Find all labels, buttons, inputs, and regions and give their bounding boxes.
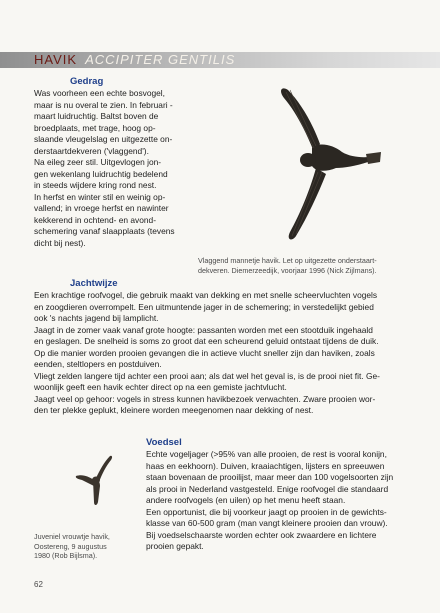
heading-voedsel: Voedsel bbox=[146, 437, 182, 448]
text-line: eenden, steltlopers en postduiven. bbox=[34, 359, 162, 369]
text-line: vallend; in vroege herfst en nawinter bbox=[34, 203, 169, 213]
species-name: HAVIK bbox=[34, 52, 78, 67]
text-line: staan bovenaan de prooilijst, maar meer dan 100 vogelsoorten zijn bbox=[146, 472, 394, 482]
jachtwijze-text bbox=[34, 290, 380, 417]
text-line: Na eileg zeer stil. Uitgevlogen jon- bbox=[34, 157, 162, 167]
heading-gedrag: Gedrag bbox=[70, 76, 104, 87]
text-line: Vliegt zelden langere tijd achter een prooi aan; als dat wel het geval is, is de prooi niet fit. Ge- bbox=[34, 370, 380, 381]
caption-photo-1 bbox=[198, 256, 377, 275]
text-line: Was voorheen een echte bosvogel, bbox=[34, 88, 165, 98]
caption-line: 1980 (Rob Bijlsma). bbox=[34, 551, 98, 560]
text-line: Echte vogeljager (>95% van alle prooien, de rest is vooral konijn, bbox=[146, 449, 387, 459]
text-line: dicht bij nest). bbox=[34, 237, 86, 248]
text-line: en zoogdieren overrompelt. Een uitmuntende jager in de schemering; in verstedelijkt gebied bbox=[34, 301, 374, 312]
text-line: en geslagen. De snelheid is soms zo groot dat een scheurend geluid ontstaat tijdens de duik. bbox=[34, 336, 379, 346]
text-line: Bij voedselschaarste worden echter ook zwaardere en lichtere bbox=[146, 529, 377, 540]
page-title bbox=[34, 52, 235, 68]
text-line: Jaagt veel op gehoor: vogels in stress kunnen havikbezoek verwachten. Zware prooien wor- bbox=[34, 393, 376, 404]
page-number: 62 bbox=[34, 580, 43, 589]
photo-flying-goshawk bbox=[256, 72, 386, 250]
text-line: woonlijk geeft een havik echter direct op na een gemiste jachtvlucht. bbox=[34, 382, 287, 392]
caption-line: dekveren. Diemerzeedijk, voorjaar 1996 (Nick Zijlmans). bbox=[198, 265, 377, 275]
caption-line: Vlaggend mannetje havik. Let op uitgezette onderstaart- bbox=[198, 256, 377, 265]
caption-photo-2 bbox=[34, 532, 110, 561]
text-line: Een opportunist, die bij voorkeur jaagt op prooien in de gewichts- bbox=[146, 506, 387, 517]
text-line: In herfst en winter stil en weinig op- bbox=[34, 191, 166, 202]
text-line: prooien gepakt. bbox=[146, 541, 204, 551]
text-line: Een krachtige roofvogel, die gebruik maakt van dekking en met snelle scheervluchten vogels bbox=[34, 290, 378, 300]
text-line: maart luidruchtig. Baltst boven de bbox=[34, 111, 159, 121]
text-line: maar is nu overal te zien. In februari - bbox=[34, 99, 173, 110]
text-line: slaande vleugelslag en uitgezette on- bbox=[34, 134, 173, 144]
text-line: gen wekenlang luidruchtig bedelend bbox=[34, 168, 168, 179]
text-line: als prooi in Nederland vastgesteld. Enige roofvogel die standaard bbox=[146, 483, 389, 494]
text-line: haas en eekhoorn). Duiven, kraaiachtigen, lijsters en spreeuwen bbox=[146, 460, 385, 471]
text-line: den ter plekke geplukt, kleinere worden meegenomen naar dekking of nest. bbox=[34, 405, 314, 415]
caption-line: Oostereng, 9 augustus bbox=[34, 541, 107, 551]
text-line: schemering vanaf slaapplaats (tevens bbox=[34, 226, 175, 236]
text-line: ook 's nachts jagend bij lamplicht. bbox=[34, 313, 159, 323]
text-line: andere roofvogels (en uilen) op het menu heeft staan. bbox=[146, 495, 346, 505]
text-line: in steeds wijdere kring rond nest. bbox=[34, 180, 157, 190]
caption-line: Juveniel vrouwtje havik, bbox=[34, 532, 110, 541]
heading-jachtwijze: Jachtwijze bbox=[70, 278, 118, 289]
text-line: Jaagt in de zomer vaak vanaf grote hoogte: passanten worden met een stootduik ingehaald bbox=[34, 324, 373, 335]
text-line: Op die manier worden prooien gevangen die in actieve vlucht sneller zijn dan haviken, zoals bbox=[34, 347, 375, 358]
text-line: broedplaats, met trage, hoog op- bbox=[34, 122, 156, 133]
gedrag-text bbox=[34, 88, 175, 249]
voedsel-text bbox=[146, 449, 393, 553]
text-line: derstaartdekveren ('vlaggend'). bbox=[34, 145, 149, 156]
text-line: klasse van 60-500 gram (man vangt kleinere prooien dan vrouw). bbox=[146, 518, 388, 528]
text-line: kekkerend in ochtend- en avond- bbox=[34, 214, 156, 225]
species-latin-name: ACCIPITER GENTILIS bbox=[85, 52, 236, 67]
photo-juvenile-goshawk bbox=[74, 452, 120, 510]
